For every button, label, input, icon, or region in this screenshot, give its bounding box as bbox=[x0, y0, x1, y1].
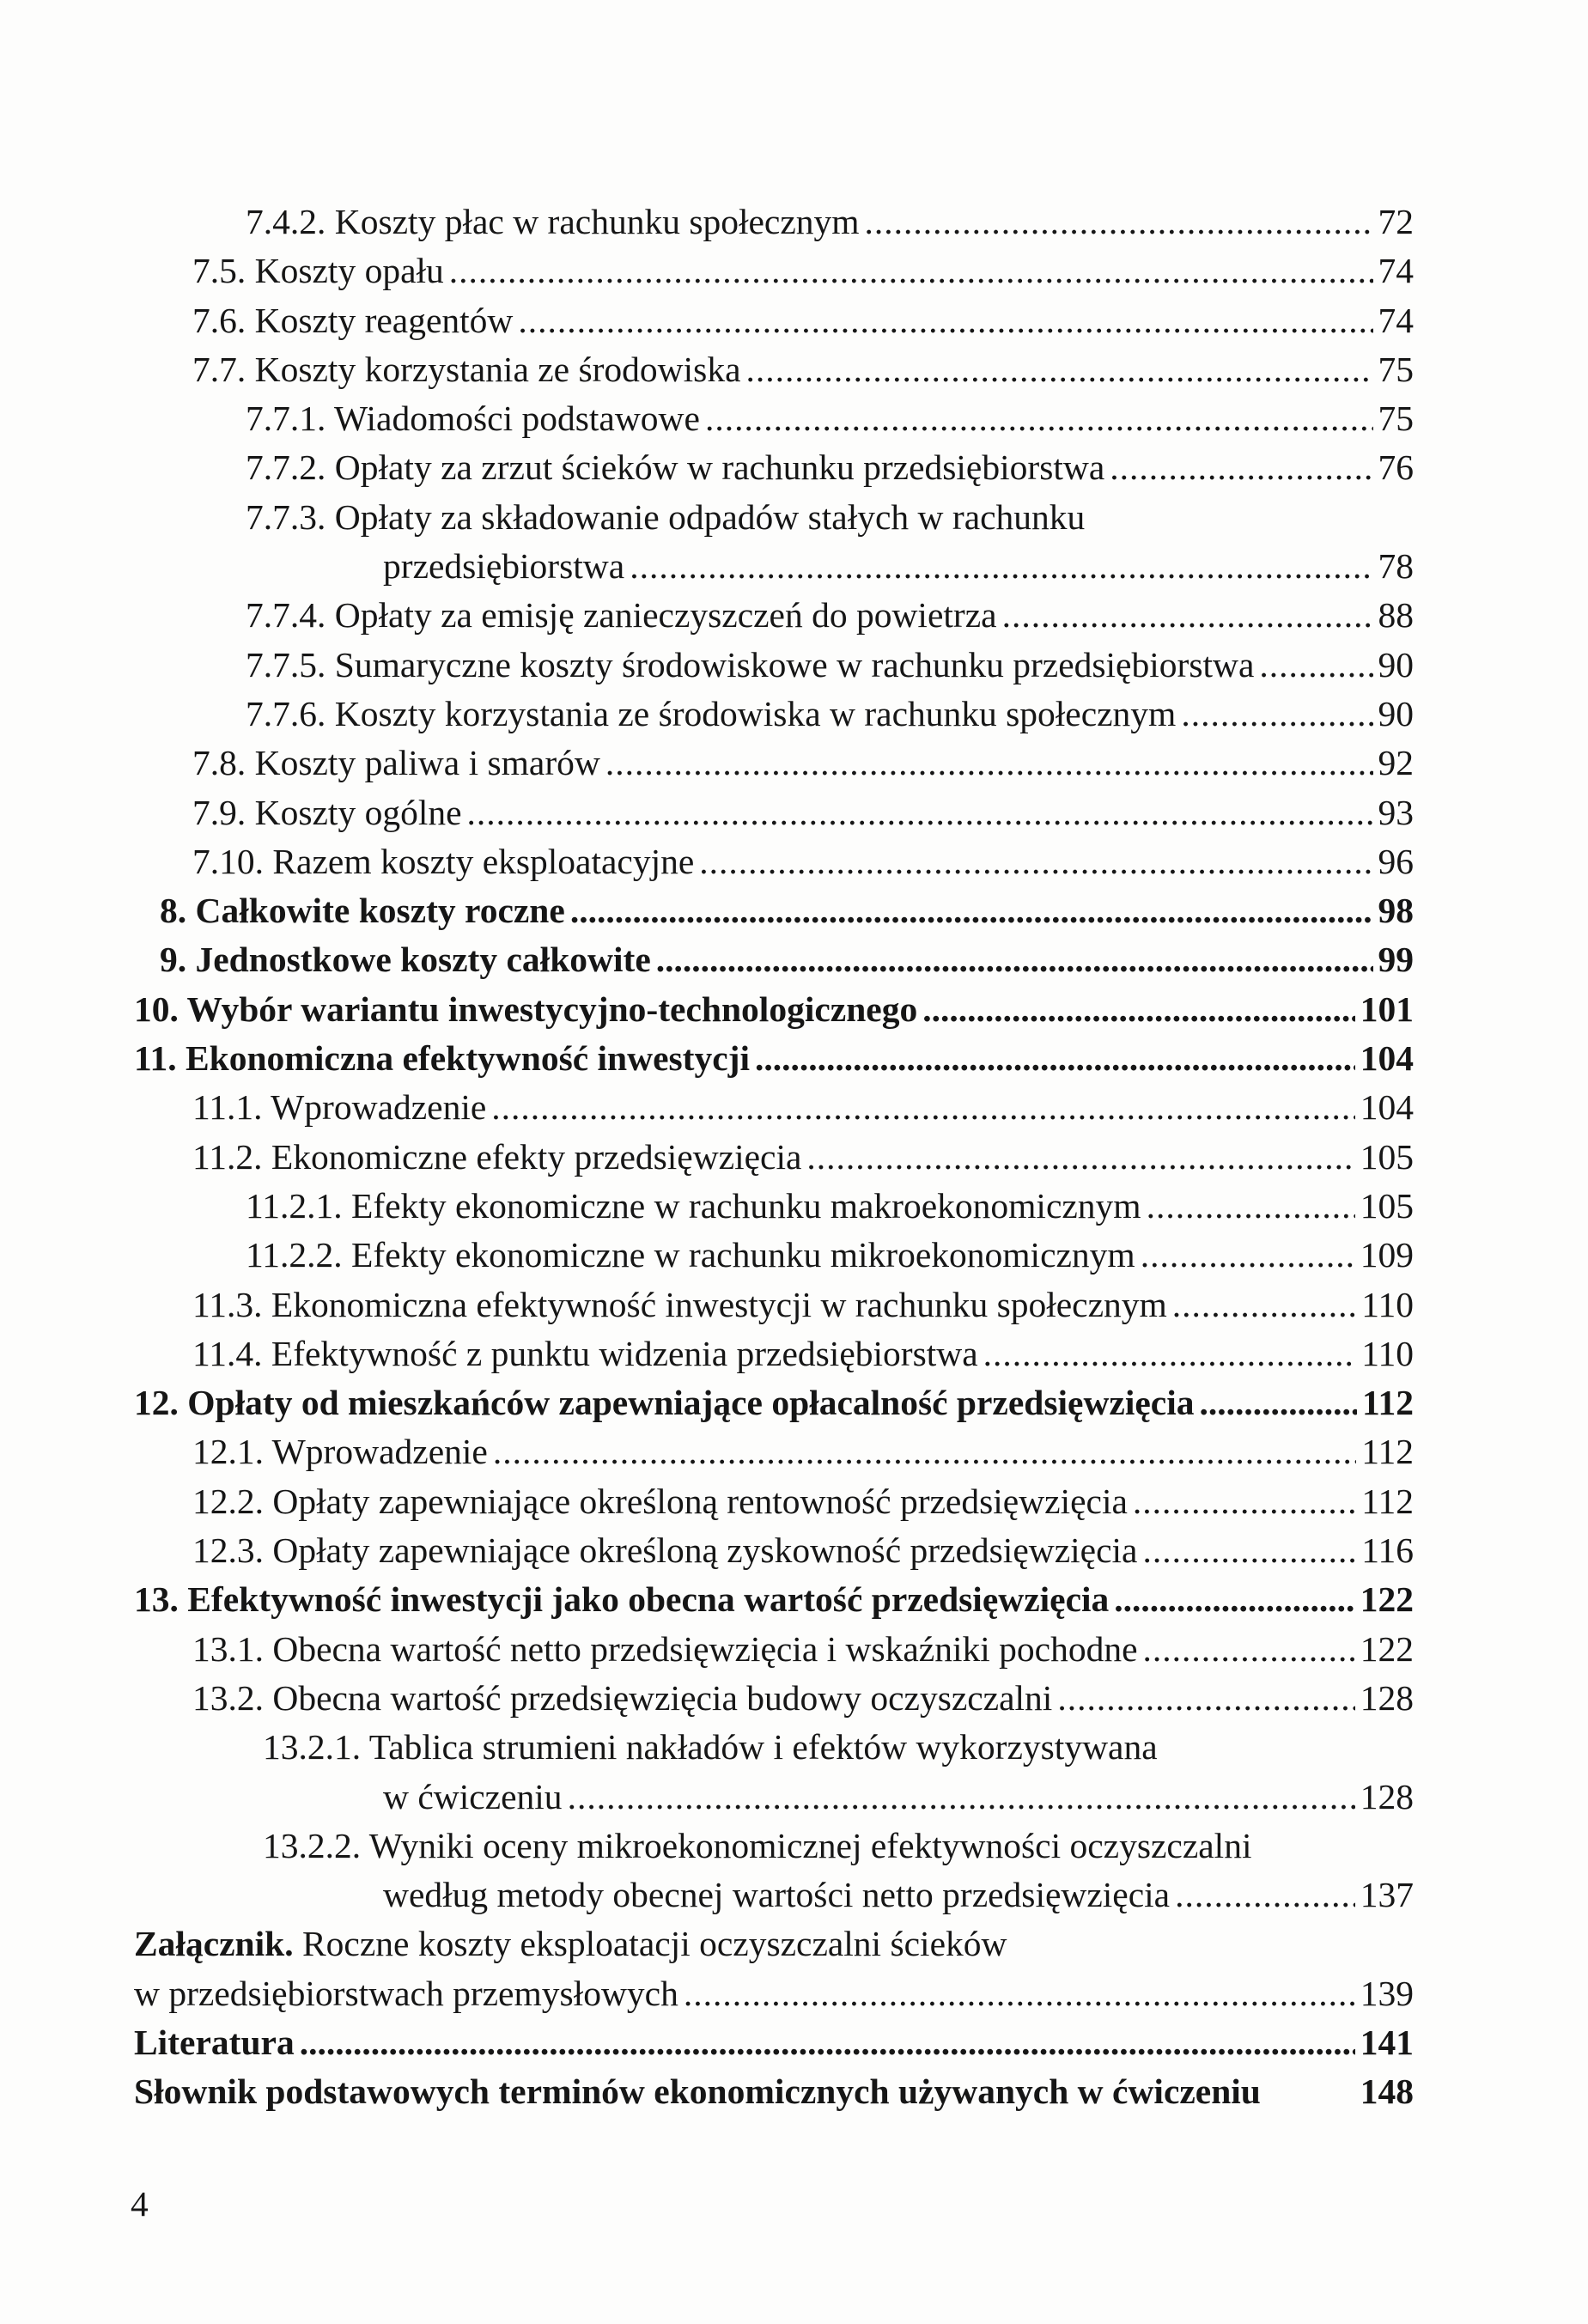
toc-entry bbox=[134, 443, 1414, 492]
toc-entry-number: 7.6. bbox=[192, 300, 246, 340]
toc-entry-page: 104 bbox=[1360, 1087, 1414, 1128]
toc-entry bbox=[134, 1182, 1414, 1231]
toc-entry-page: 137 bbox=[1360, 1875, 1414, 1915]
toc-entry-title bbox=[192, 739, 600, 788]
toc-entry-title bbox=[246, 1182, 1141, 1231]
toc-entry-page: 112 bbox=[1361, 1481, 1414, 1521]
toc-entry-title bbox=[263, 1822, 1251, 1871]
toc-entry-title bbox=[246, 198, 860, 246]
toc-entry bbox=[134, 1822, 1414, 1920]
toc-entry-text: Koszty ogólne bbox=[254, 792, 462, 832]
toc-entry-number: 13.1. bbox=[192, 1628, 264, 1669]
dot-leader bbox=[467, 788, 1373, 837]
toc-entry-page: 148 bbox=[1360, 2072, 1414, 2112]
toc-entry-number: 12.1. bbox=[192, 1432, 264, 1472]
toc-entry-title bbox=[192, 296, 513, 345]
toc-entry-number: 11.1. bbox=[192, 1087, 263, 1128]
dot-leader bbox=[493, 1427, 1356, 1476]
toc-entry-lead: Załącznik. bbox=[134, 1924, 294, 1964]
toc-entry bbox=[134, 345, 1414, 394]
toc-entry-page: 104 bbox=[1360, 1038, 1414, 1079]
dot-leader bbox=[605, 739, 1373, 788]
toc-entry-continuation: w ćwiczeniu bbox=[383, 1776, 563, 1816]
toc-entry bbox=[134, 2067, 1414, 2116]
toc-entry-page: 122 bbox=[1360, 1579, 1414, 1620]
toc-entry-title bbox=[246, 641, 1254, 690]
toc-entry-number: 7.7.5. bbox=[246, 644, 326, 684]
toc-entry-page: 93 bbox=[1378, 792, 1414, 832]
toc-entry-title bbox=[246, 443, 1104, 492]
toc-entry-title bbox=[192, 837, 694, 886]
toc-entry bbox=[134, 1231, 1414, 1280]
toc-entry-page: 75 bbox=[1378, 349, 1414, 389]
toc-entry-page: 96 bbox=[1378, 841, 1414, 881]
toc-entry-text: Słownik podstawowych terminów ekonomicznych używanych w ćwiczeniu bbox=[134, 2072, 1261, 2112]
toc-entry-text: Roczne koszty eksploatacji oczyszczalni ścieków bbox=[302, 1924, 1007, 1964]
dot-leader bbox=[705, 394, 1373, 443]
toc-entry bbox=[134, 935, 1414, 984]
toc-entry bbox=[134, 985, 1414, 1034]
toc-entry bbox=[134, 2018, 1414, 2067]
toc-entry-text: Opłaty za emisję zanieczyszczeń do powietrza bbox=[334, 595, 997, 636]
dot-leader bbox=[300, 2018, 1355, 2067]
toc-entry-continuation: przedsiębiorstwa bbox=[383, 546, 625, 587]
toc-entry-number: 10. bbox=[134, 989, 179, 1029]
dot-leader bbox=[983, 1329, 1357, 1378]
toc-entry-number: 7.8. bbox=[192, 743, 246, 783]
toc-entry-title bbox=[192, 1477, 1128, 1526]
toc-entry-page: 72 bbox=[1378, 202, 1414, 241]
toc-entry-page: 116 bbox=[1361, 1530, 1414, 1571]
toc-entry-number: 8. bbox=[160, 891, 187, 931]
toc-entry-text: Wyniki oceny mikroekonomicznej efektywności oczyszczalni bbox=[368, 1825, 1252, 1865]
toc-entry bbox=[134, 690, 1414, 739]
toc-entry-page: 76 bbox=[1378, 447, 1414, 488]
toc-entry-page: 78 bbox=[1378, 546, 1414, 587]
toc-entry-page: 141 bbox=[1360, 2022, 1414, 2062]
toc-entry-number: 7.5. bbox=[192, 251, 246, 291]
dot-leader bbox=[1181, 690, 1372, 739]
toc-entry-text: Wybór wariantu inwestycyjno-technologicznego bbox=[186, 989, 918, 1029]
toc-entry bbox=[134, 837, 1414, 886]
toc-entry-title bbox=[134, 2018, 295, 2067]
toc-entry-title bbox=[246, 591, 997, 640]
toc-entry-page: 105 bbox=[1360, 1136, 1414, 1177]
toc-entry bbox=[134, 1034, 1414, 1083]
toc-entry-text: Ekonomiczna efektywność inwestycji w rachunku społecznym bbox=[271, 1284, 1167, 1324]
toc-entry bbox=[134, 394, 1414, 443]
dot-leader bbox=[1057, 1674, 1354, 1723]
toc-entry-number: 11.2.2. bbox=[246, 1235, 343, 1275]
dot-leader bbox=[1110, 443, 1372, 492]
toc-entry-page: 74 bbox=[1378, 251, 1414, 291]
toc-entry bbox=[134, 1477, 1414, 1526]
toc-entry-title bbox=[246, 493, 1085, 542]
toc-entry-title bbox=[134, 1575, 1109, 1624]
toc-entry-text: Całkowite koszty roczne bbox=[195, 891, 565, 931]
toc-entry-title bbox=[192, 1625, 1138, 1674]
toc-entry-text: Wiadomości podstawowe bbox=[334, 398, 700, 439]
toc-entry-title bbox=[134, 1378, 1194, 1427]
toc-entry-title bbox=[246, 394, 700, 443]
toc-entry-title bbox=[192, 1133, 801, 1182]
toc-entry-title bbox=[192, 1329, 978, 1378]
toc-entry-number: 7.7. bbox=[192, 349, 246, 389]
toc-entry-number: 12. bbox=[134, 1383, 179, 1423]
toc-entry-number: 7.7.3. bbox=[246, 496, 326, 537]
toc-entry-title bbox=[134, 985, 917, 1034]
dot-leader bbox=[1143, 1625, 1355, 1674]
dot-leader bbox=[656, 935, 1373, 984]
toc-entry-text: Opłaty od mieszkańców zapewniające opłacalność przedsięwzięcia bbox=[187, 1383, 1195, 1423]
toc-entry-page: 110 bbox=[1361, 1284, 1414, 1324]
toc-entry-page: 128 bbox=[1360, 1677, 1414, 1718]
toc-entry-text: Literatura bbox=[134, 2022, 295, 2062]
toc-entry-page: 112 bbox=[1361, 1432, 1414, 1472]
dot-leader bbox=[1172, 1281, 1356, 1329]
toc-entry-text: Wprowadzenie bbox=[271, 1432, 488, 1472]
toc-entry-number: 7.7.6. bbox=[246, 693, 326, 733]
toc-entry-text: Opłaty zapewniające określoną rentowność przedsięwzięcia bbox=[272, 1481, 1128, 1521]
toc-entry-page: 98 bbox=[1378, 891, 1414, 931]
toc-entry bbox=[134, 198, 1414, 246]
dot-leader bbox=[491, 1083, 1354, 1132]
toc-entry-text: Koszty korzystania ze środowiska w rachunku społecznym bbox=[334, 693, 1177, 733]
toc-entry-page: 122 bbox=[1360, 1628, 1414, 1669]
dot-leader bbox=[699, 837, 1372, 886]
toc-entry-page: 88 bbox=[1378, 595, 1414, 636]
toc-entry-number: 7.10. bbox=[192, 841, 264, 881]
dot-leader bbox=[1259, 641, 1372, 690]
toc-entry bbox=[134, 1919, 1414, 2018]
dot-leader bbox=[449, 246, 1373, 295]
toc-entry-page: 99 bbox=[1378, 940, 1414, 980]
toc-entry-continuation: według metody obecnej wartości netto przedsięwzięcia bbox=[383, 1875, 1171, 1915]
toc-entry-title bbox=[192, 246, 444, 295]
table-of-contents bbox=[134, 198, 1414, 2117]
toc-entry-text: Ekonomiczna efektywność inwestycji bbox=[185, 1038, 750, 1079]
dot-leader bbox=[746, 345, 1373, 394]
toc-entry-text: Tablica strumieni nakładów i efektów wykorzystywana bbox=[368, 1727, 1158, 1767]
toc-entry-number: 7.7.4. bbox=[246, 595, 326, 636]
toc-entry-title bbox=[192, 1281, 1167, 1329]
toc-entry bbox=[134, 1526, 1414, 1575]
toc-entry-title bbox=[246, 1231, 1135, 1280]
toc-entry-text: Efektywność z punktu widzenia przedsiębiorstwa bbox=[271, 1333, 978, 1373]
dot-leader bbox=[570, 886, 1373, 935]
toc-entry bbox=[134, 788, 1414, 837]
toc-entry-text: Jednostkowe koszty całkowite bbox=[195, 940, 651, 980]
toc-entry-number: 12.2. bbox=[192, 1481, 264, 1521]
toc-entry bbox=[134, 739, 1414, 788]
toc-entry-title bbox=[192, 1083, 486, 1132]
toc-entry-number: 11.4. bbox=[192, 1333, 263, 1373]
toc-entry-number: 7.4.2. bbox=[246, 202, 326, 241]
toc-entry-title bbox=[192, 1427, 488, 1476]
toc-entry-text: Koszty płac w rachunku społecznym bbox=[334, 202, 860, 241]
toc-entry-number: 13. bbox=[134, 1579, 179, 1620]
dot-leader bbox=[865, 198, 1373, 246]
toc-entry-text: Opłaty za składowanie odpadów stałych w rachunku bbox=[334, 496, 1086, 537]
toc-entry-text: Opłaty zapewniające określoną zyskowność przedsięwzięcia bbox=[272, 1530, 1138, 1571]
toc-entry-page: 92 bbox=[1378, 743, 1414, 783]
toc-entry-number: 11.2. bbox=[192, 1136, 263, 1177]
toc-entry bbox=[134, 1427, 1414, 1476]
toc-entry-page: 128 bbox=[1360, 1776, 1414, 1816]
toc-entry-text: Efekty ekonomiczne w rachunku mikroekonomicznym bbox=[350, 1235, 1135, 1275]
dot-leader bbox=[806, 1133, 1354, 1182]
toc-entry-title bbox=[246, 690, 1176, 739]
toc-entry-page: 75 bbox=[1378, 398, 1414, 439]
toc-entry bbox=[134, 1329, 1414, 1378]
toc-entry-text: Koszty opału bbox=[254, 251, 444, 291]
toc-entry-text: Obecna wartość netto przedsięwzięcia i wskaźniki pochodne bbox=[272, 1628, 1138, 1669]
dot-leader bbox=[1114, 1575, 1354, 1624]
toc-entry-number: 7.7.1. bbox=[246, 398, 326, 439]
toc-entry bbox=[134, 296, 1414, 345]
toc-entry-text: Obecna wartość przedsięwzięcia budowy oczyszczalni bbox=[272, 1677, 1053, 1718]
toc-entry bbox=[134, 493, 1414, 592]
toc-entry-number: 13.2. bbox=[192, 1677, 264, 1718]
toc-entry bbox=[134, 1674, 1414, 1723]
dot-leader bbox=[1199, 1378, 1357, 1427]
toc-entry-text: Efekty ekonomiczne w rachunku makroekonomicznym bbox=[350, 1185, 1141, 1226]
toc-entry bbox=[134, 1723, 1414, 1822]
toc-entry-title bbox=[134, 2067, 1261, 2116]
toc-entry-title bbox=[192, 345, 741, 394]
toc-entry-title bbox=[192, 788, 462, 837]
dot-leader bbox=[1147, 1182, 1355, 1231]
dot-leader bbox=[755, 1034, 1355, 1083]
toc-entry bbox=[134, 1133, 1414, 1182]
toc-entry-page: 105 bbox=[1360, 1185, 1414, 1226]
toc-entry-number: 11. bbox=[134, 1038, 177, 1079]
toc-entry-page: 139 bbox=[1360, 1973, 1414, 2013]
toc-entry-number: 7.9. bbox=[192, 792, 246, 832]
dot-leader bbox=[1002, 591, 1373, 640]
toc-entry bbox=[134, 1575, 1414, 1624]
toc-entry-text: Sumaryczne koszty środowiskowe w rachunku przedsiębiorstwa bbox=[334, 644, 1255, 684]
toc-entry-text: Koszty korzystania ze środowiska bbox=[254, 349, 741, 389]
toc-entry-page: 112 bbox=[1362, 1383, 1414, 1423]
toc-entry bbox=[134, 1378, 1414, 1427]
toc-entry-text: Opłaty za zrzut ścieków w rachunku przedsiębiorstwa bbox=[334, 447, 1105, 488]
toc-entry-text: Razem koszty eksploatacyjne bbox=[272, 841, 695, 881]
dot-leader bbox=[568, 1773, 1355, 1822]
toc-entry bbox=[134, 641, 1414, 690]
toc-entry bbox=[134, 246, 1414, 295]
toc-entry-text: Koszty reagentów bbox=[254, 300, 514, 340]
dot-leader bbox=[1141, 1231, 1355, 1280]
toc-entry-page: 110 bbox=[1361, 1333, 1414, 1373]
toc-entry-number: 12.3. bbox=[192, 1530, 264, 1571]
dot-leader bbox=[1133, 1477, 1356, 1526]
dot-leader bbox=[518, 296, 1372, 345]
dot-leader bbox=[630, 542, 1372, 591]
toc-entry-number: 9. bbox=[160, 940, 187, 980]
toc-entry bbox=[134, 1625, 1414, 1674]
toc-entry bbox=[134, 591, 1414, 640]
toc-entry-number: 13.2.1. bbox=[263, 1727, 362, 1767]
toc-entry-page: 74 bbox=[1378, 300, 1414, 340]
dot-leader bbox=[1142, 1526, 1356, 1575]
dot-leader bbox=[1175, 1871, 1355, 1919]
toc-entry-text: Wprowadzenie bbox=[271, 1087, 487, 1128]
toc-entry-title bbox=[160, 886, 565, 935]
toc-entry-number: 7.7.2. bbox=[246, 447, 326, 488]
toc-entry-text: Koszty paliwa i smarów bbox=[254, 743, 600, 783]
toc-entry-number: 13.2.2. bbox=[263, 1825, 362, 1865]
toc-entry-title bbox=[134, 1034, 750, 1083]
toc-entry-continuation: w przedsiębiorstwach przemysłowych bbox=[134, 1973, 678, 2013]
toc-entry-title bbox=[192, 1526, 1137, 1575]
dot-leader bbox=[922, 985, 1355, 1034]
toc-entry-title bbox=[160, 935, 651, 984]
toc-entry-title bbox=[134, 1919, 1007, 1968]
toc-entry-number: 11.2.1. bbox=[246, 1185, 343, 1226]
toc-entry-page: 90 bbox=[1378, 693, 1414, 733]
toc-entry-text: Ekonomiczne efekty przedsięwzięcia bbox=[271, 1136, 802, 1177]
toc-entry-number: 11.3. bbox=[192, 1284, 263, 1324]
dot-leader bbox=[684, 1969, 1355, 2018]
toc-entry bbox=[134, 1083, 1414, 1132]
toc-entry-title bbox=[192, 1674, 1052, 1723]
toc-entry-page: 101 bbox=[1360, 989, 1414, 1029]
toc-entry bbox=[134, 886, 1414, 935]
toc-entry bbox=[134, 1281, 1414, 1329]
toc-entry-page: 109 bbox=[1360, 1235, 1414, 1275]
page-number: 4 bbox=[131, 2184, 149, 2224]
toc-entry-text: Efektywność inwestycji jako obecna wartość przedsięwzięcia bbox=[187, 1579, 1110, 1620]
toc-entry-page: 90 bbox=[1378, 644, 1414, 684]
toc-entry-title bbox=[263, 1723, 1158, 1772]
